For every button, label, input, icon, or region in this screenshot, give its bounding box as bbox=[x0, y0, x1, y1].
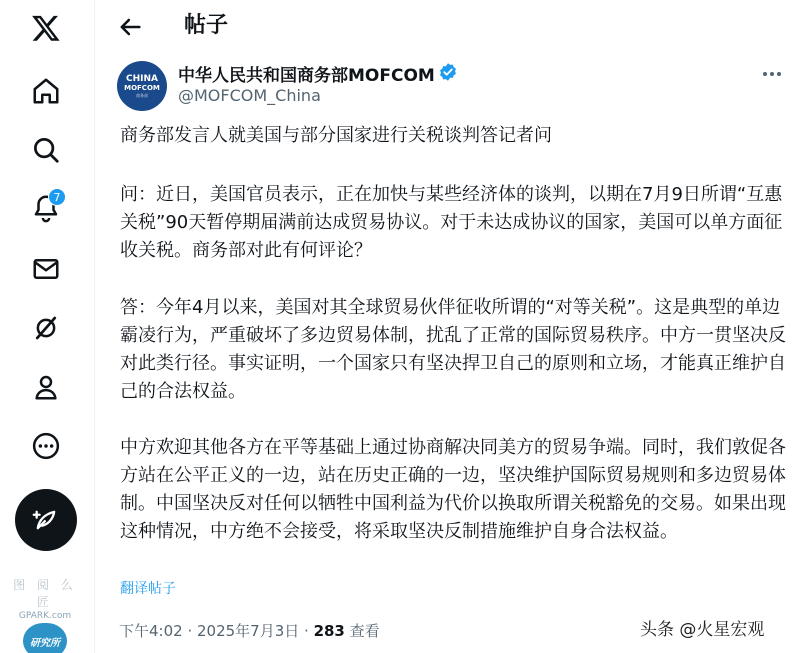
source-credit: 头条 @火星宏观 bbox=[640, 620, 765, 640]
verified-badge-icon bbox=[438, 62, 458, 82]
avatar-text-3: 商务部 bbox=[136, 92, 148, 98]
more-options-icon[interactable] bbox=[760, 64, 784, 84]
post-timestamp[interactable]: 下午4:02 · 2025年7月3日 · bbox=[119, 622, 314, 640]
feather-plus-icon bbox=[32, 506, 60, 534]
author-name[interactable]: 中华人民共和国商务部MOFCOM bbox=[178, 66, 435, 86]
nav-rail bbox=[0, 0, 95, 653]
notifications-badge: 7 bbox=[48, 188, 66, 206]
watermark-logo: 研究所 bbox=[23, 623, 67, 653]
view-count: 283 bbox=[313, 622, 345, 640]
nav-grok[interactable] bbox=[20, 302, 72, 354]
nav-profile[interactable] bbox=[20, 361, 72, 413]
avatar-text-2: MOFCOM bbox=[124, 83, 160, 92]
translate-post-link[interactable]: 翻译帖子 bbox=[120, 581, 176, 597]
grok-slash-icon bbox=[31, 313, 61, 343]
post-headline: 商务部发言人就美国与部分国家进行关税谈判答记者问 bbox=[120, 125, 552, 146]
back-arrow-icon[interactable] bbox=[116, 13, 144, 41]
page-title: 帖子 bbox=[184, 13, 229, 38]
x-logo-icon bbox=[31, 13, 61, 43]
watermark-site: GPARK.com bbox=[18, 611, 72, 621]
nav-home[interactable] bbox=[20, 65, 72, 117]
nav-messages[interactable] bbox=[20, 243, 72, 295]
person-icon bbox=[31, 372, 61, 402]
post-meta bbox=[119, 620, 380, 641]
x-logo-button[interactable] bbox=[20, 2, 72, 54]
post-answer: 答：今年4月以来，美国对其全球贸易伙伴征收所谓的“对等关税”。这是典型的单边霸凌行为，严重破坏了多边贸易体制，扰乱了正常的国际贸易秩序。中方一贯坚决反对此类行径。事实证明，一个国家只有坚决捍卫自己的原则和立场，才能真正维护自己的合法权益。 bbox=[120, 297, 786, 402]
watermark bbox=[8, 576, 82, 649]
post-question: 问：近日，美国官员表示，正在加快与某些经济体的谈判，以期在7月9日所谓“互惠关税”90天暂停期届满前达成贸易协议。对于未达成协议的国家，美国可以单方面征收关税。商务部对此有何评论？ bbox=[120, 184, 783, 261]
search-icon bbox=[31, 135, 61, 165]
post-closing: 中方欢迎其他各方在平等基础上通过协商解决同美方的贸易争端。同时，我们敦促各方站在公平正义的一边，站在历史正确的一边，坚决维护国际贸易规则和多边贸易体制。中国坚决反对任何以牺牲中国利益为代价以换取所谓关税豁免的交易。如果出现这种情况，中方绝不会接受，将采取坚决反制措施维护自身合法权益。 bbox=[120, 437, 786, 542]
more-circle-icon bbox=[31, 431, 61, 461]
home-icon bbox=[31, 76, 61, 106]
avatar[interactable] bbox=[117, 61, 167, 111]
avatar-text-1: CHINA bbox=[126, 73, 158, 84]
view-label: 查看 bbox=[344, 622, 380, 640]
nav-explore[interactable] bbox=[20, 124, 72, 176]
nav-notifications[interactable] bbox=[20, 182, 72, 234]
author-handle[interactable]: @MOFCOM_China bbox=[178, 86, 321, 105]
envelope-icon bbox=[31, 254, 61, 284]
nav-more[interactable] bbox=[20, 420, 72, 472]
compose-post-button[interactable] bbox=[15, 489, 77, 551]
watermark-top: 图 阅 么 匠 bbox=[13, 578, 77, 609]
